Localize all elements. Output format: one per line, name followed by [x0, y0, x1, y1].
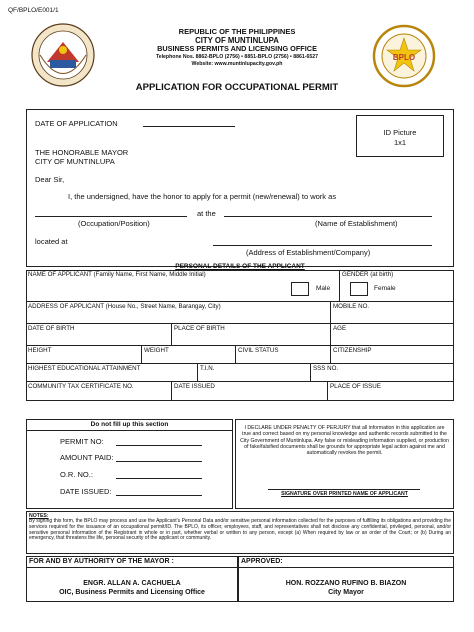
- education-cell[interactable]: [26, 364, 198, 382]
- amount-paid-field[interactable]: [116, 461, 202, 462]
- office-use-title: Do not fill up this section: [90, 421, 169, 428]
- mayor-line-1: THE HONORABLE MAYOR: [35, 148, 129, 157]
- age-cell[interactable]: [331, 324, 454, 346]
- date-issued-office-field[interactable]: [116, 495, 202, 496]
- notes-heading: NOTES:: [29, 513, 49, 519]
- citizenship-cell[interactable]: [331, 346, 454, 364]
- republic-title: REPUBLIC OF THE PHILIPPINES: [178, 27, 296, 36]
- page-title: APPLICATION FOR OCCUPATIONAL PERMIT: [135, 82, 339, 93]
- bplo-seal-text: BPLO: [392, 53, 416, 62]
- form-code: QF/BPLO/E001/1: [8, 7, 59, 14]
- female-label: Female: [374, 285, 396, 292]
- establishment-address-field[interactable]: [213, 245, 432, 246]
- ctc-label: COMMUNITY TAX CERTIFICATE NO.: [28, 383, 134, 390]
- oic-position: OIC, Business Permits and Licensing Office: [59, 589, 205, 596]
- weight-cell[interactable]: [142, 346, 236, 364]
- bplo-seal-logo: [372, 24, 436, 88]
- permit-no-field[interactable]: [116, 445, 202, 446]
- signature-line[interactable]: [268, 489, 420, 490]
- date-issued-office-label: DATE ISSUED:: [60, 487, 112, 496]
- place-of-issue-label: PLACE OF ISSUE: [330, 383, 381, 390]
- telephone-line: Telephone Nos. 8862-BPLO (2756) • 8851-BPLO (2756) • 8861-6527: [155, 53, 319, 60]
- located-at-label: located at: [35, 237, 68, 246]
- place-of-issue-cell[interactable]: [328, 382, 454, 401]
- citizenship-label: CITIZENSHIP: [333, 347, 372, 354]
- notes-text: By signing this form, the BPLO may process and use the Applicant's Personal Data and/or sensitive personal information collected for the purposes of fulfilling its obligations and providing the services required for the issuance of an occupational permit/ID. The BPLO, its officer, employees, staff, and representatives shall not disclose any confidential, privileged, personal, and/or sensitive personal information of the Registrant in whole or in part, whether verbal or written to any person, except (a) When required by law or an order of the Court; or (b) During an emergency, that threatens the life, personal security of the applicant or community.: [29, 518, 451, 542]
- office-title: BUSINESS PERMITS AND LICENSING OFFICE: [157, 44, 317, 53]
- mayor-line-2: CITY OF MUNTINLUPA: [35, 157, 115, 166]
- pob-cell[interactable]: [172, 324, 331, 346]
- dob-cell[interactable]: [26, 324, 172, 346]
- height-label: HEIGHT: [28, 347, 52, 354]
- sss-cell[interactable]: [311, 364, 454, 382]
- sss-label: SSS NO.: [313, 365, 339, 372]
- authority-left-signatory: [26, 579, 238, 597]
- pob-label: PLACE OF BIRTH: [174, 325, 225, 332]
- civil-status-label: CIVIL STATUS: [238, 347, 279, 354]
- male-checkbox[interactable]: [291, 282, 309, 296]
- letter-body: I, the undersigned, have the honor to apply for a permit (new/renewal) to work as: [68, 192, 337, 201]
- mobile-label: MOBILE NO.: [333, 303, 370, 310]
- salutation: Dear Sir,: [35, 175, 65, 184]
- or-no-label: O.R. NO.:: [60, 470, 93, 479]
- date-issued-cell[interactable]: [172, 382, 328, 401]
- amount-paid-label: AMOUNT PAID:: [60, 453, 114, 462]
- tin-cell[interactable]: [198, 364, 311, 382]
- city-seal-logo: [26, 22, 100, 88]
- applicant-address-label: ADDRESS OF APPLICANT (House No., Street Name, Barangay, City): [28, 303, 221, 310]
- authority-left-title: FOR AND BY AUTHORITY OF THE MAYOR :: [29, 558, 174, 565]
- personal-details-title: PERSONAL DETAILS OF THE APPLICANT: [175, 263, 305, 270]
- addressee: [35, 148, 128, 166]
- occupation-field[interactable]: [35, 216, 187, 217]
- website-line: Website: www.muntinlupacity.gov.ph: [191, 60, 283, 67]
- date-issued-label: DATE ISSUED: [174, 383, 215, 390]
- permit-no-label: PERMIT NO:: [60, 437, 104, 446]
- dob-label: DATE OF BIRTH: [28, 325, 75, 332]
- gender-label: GENDER (at birth): [342, 271, 394, 278]
- female-checkbox[interactable]: [350, 282, 368, 296]
- or-no-field[interactable]: [116, 478, 202, 479]
- address-caption: (Address of Establishment/Company): [246, 248, 371, 257]
- oic-name: ENGR. ALLAN A. CACHUELA: [83, 580, 181, 587]
- establishment-caption: (Name of Establishment): [315, 219, 398, 228]
- office-use-divider: [26, 430, 233, 431]
- city-title: CITY OF MUNTINLUPA: [195, 35, 279, 45]
- applicant-name-label: NAME OF APPLICANT (Family Name, First Name, Middle Initial): [28, 271, 206, 278]
- mobile-cell[interactable]: [331, 302, 454, 324]
- applicant-address-cell[interactable]: [26, 302, 331, 324]
- civil-status-cell[interactable]: [236, 346, 331, 364]
- at-the-label: at the: [197, 209, 216, 218]
- authority-right-signatory: [238, 579, 454, 597]
- authority-right-title: APPROVED:: [241, 558, 283, 565]
- date-of-application-field[interactable]: [143, 126, 235, 127]
- signature-caption: SIGNATURE OVER PRINTED NAME OF APPLICANT: [281, 491, 408, 497]
- id-picture-line1: ID Picture: [383, 128, 417, 137]
- authority-divider: [26, 567, 454, 568]
- id-picture-caption: [356, 128, 444, 148]
- mayor-position: City Mayor: [328, 589, 364, 596]
- occupation-caption: (Occupation/Position): [78, 219, 150, 228]
- mayor-name: HON. ROZZANO RUFINO B. BIAZON: [285, 580, 407, 587]
- tin-label: T.I.N.: [200, 365, 215, 372]
- height-cell[interactable]: [26, 346, 142, 364]
- establishment-field[interactable]: [224, 216, 432, 217]
- weight-label: WEIGHT: [144, 347, 169, 354]
- male-label: Male: [316, 285, 331, 292]
- age-label: AGE: [333, 325, 347, 332]
- ctc-cell[interactable]: [26, 382, 172, 401]
- header-block: [110, 28, 364, 67]
- declaration-text: I DECLARE UNDER PENALTY OF PERJURY that all information in this application are true and correct based on my personal knowledge and authentic records submitted to the City Government of Muntinlupa. Any false or misleading information supplied, or production of fake/falsified documents shall be grounds for appropriate legal action against me and automatically revokes the permit.: [240, 425, 449, 457]
- date-of-application-label: DATE OF APPLICATION: [35, 119, 118, 128]
- education-label: HIGHEST EDUCATIONAL ATTAINMENT: [28, 365, 141, 372]
- id-picture-line2: 1x1: [393, 138, 407, 147]
